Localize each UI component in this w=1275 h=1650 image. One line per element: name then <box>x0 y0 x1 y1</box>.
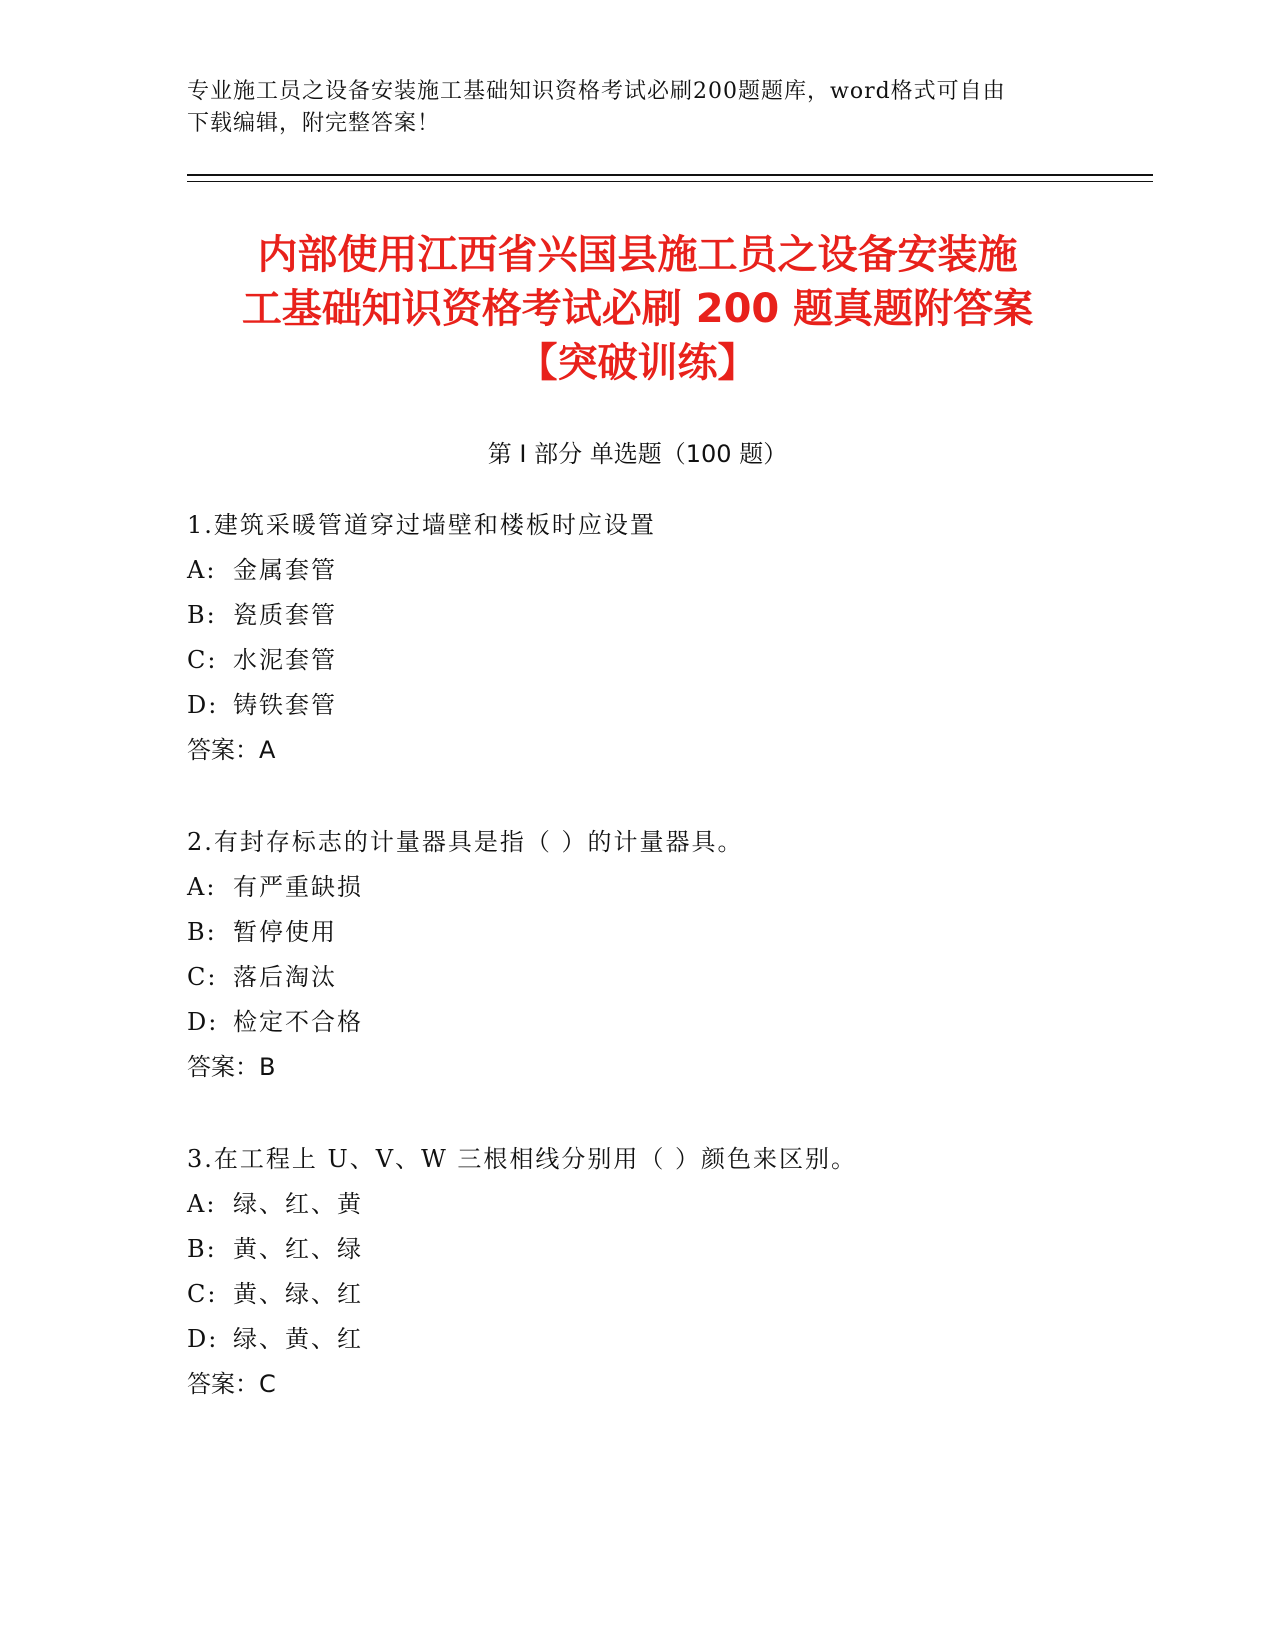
option-b <box>187 910 1137 955</box>
option-letter: C: <box>187 646 218 674</box>
section-title: 第 I 部分 单选题（100 题） <box>487 440 788 468</box>
option-d <box>187 1000 1137 1045</box>
header-rule-thick <box>187 174 1153 176</box>
document-title-line-2: 工基础知识资格考试必刷 200 题真题附答案 <box>241 286 1034 332</box>
question-1 <box>187 503 1137 773</box>
question-stem: 2.有封存标志的计量器具是指（ ）的计量器具。 <box>187 828 744 856</box>
option-text: 铸铁套管 <box>233 691 337 719</box>
option-a <box>187 548 1137 593</box>
option-letter: B: <box>187 918 217 946</box>
option-letter: B: <box>187 601 217 629</box>
header-rule-thin <box>187 181 1153 182</box>
option-c <box>187 638 1137 683</box>
option-letter: C: <box>187 1280 218 1308</box>
option-a <box>187 865 1137 910</box>
option-letter: D: <box>187 1008 219 1036</box>
option-text: 检定不合格 <box>233 1008 363 1036</box>
answer: 答案：A <box>187 736 276 764</box>
option-text: 绿、红、黄 <box>233 1190 363 1218</box>
option-letter: A: <box>187 556 217 584</box>
option-text: 黄、绿、红 <box>233 1280 363 1308</box>
option-text: 黄、红、绿 <box>233 1235 363 1263</box>
option-letter: C: <box>187 963 218 991</box>
question-stem: 1.建筑采暖管道穿过墙壁和楼板时应设置 <box>187 511 656 539</box>
option-text: 有严重缺损 <box>233 873 363 901</box>
answer: 答案：C <box>187 1370 276 1398</box>
option-c <box>187 1272 1137 1317</box>
header-note <box>187 76 1067 140</box>
option-letter: A: <box>187 873 217 901</box>
option-a <box>187 1182 1137 1227</box>
answer: 答案：B <box>187 1053 276 1081</box>
option-text: 暂停使用 <box>233 918 337 946</box>
option-b <box>187 593 1137 638</box>
header-note-line-2: 下载编辑，附完整答案！ <box>187 111 441 136</box>
document-title <box>140 228 1135 390</box>
option-d <box>187 1317 1137 1362</box>
option-text: 绿、黄、红 <box>233 1325 363 1353</box>
option-letter: A: <box>187 1190 217 1218</box>
option-b <box>187 1227 1137 1272</box>
question-2 <box>187 820 1137 1090</box>
question-3 <box>187 1137 1137 1407</box>
option-letter: D: <box>187 1325 219 1353</box>
option-letter: D: <box>187 691 219 719</box>
option-text: 瓷质套管 <box>233 601 337 629</box>
option-letter: B: <box>187 1235 217 1263</box>
option-text: 落后淘汰 <box>233 963 337 991</box>
option-text: 金属套管 <box>233 556 337 584</box>
document-title-line-3: 【突破训练】 <box>517 340 758 386</box>
option-text: 水泥套管 <box>233 646 337 674</box>
option-c <box>187 955 1137 1000</box>
document-title-line-1: 内部使用江西省兴国县施工员之设备安装施 <box>257 232 1018 278</box>
option-d <box>187 683 1137 728</box>
header-note-line-1: 专业施工员之设备安装施工基础知识资格考试必刷200题题库，word格式可自由 <box>187 79 1006 104</box>
question-stem: 3.在工程上 U、V、W 三根相线分别用（ ）颜色来区别。 <box>187 1145 858 1173</box>
